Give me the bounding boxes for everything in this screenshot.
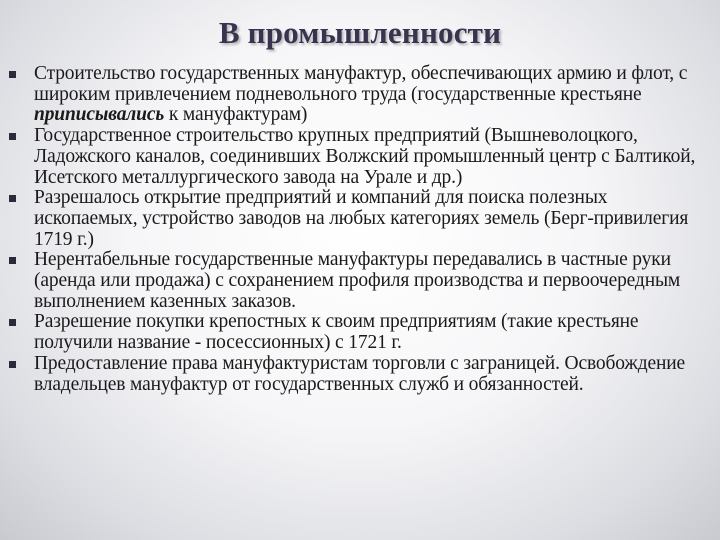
emphasized-word: приписывались [34, 104, 165, 126]
bullet-text-part: к мануфактурам) [164, 104, 308, 126]
bullet-text: Разрешение покупки крепостных к своим предприятиям (такие крестьяне получили название - посессионных) с 1721 г. [34, 311, 639, 354]
bullet-text: Нерентабельные государственные мануфактуры передавались в частные руки (аренда или продажа) с сохранением профиля производства и первоочередным выполнением казенных заказов. [34, 249, 681, 312]
bullet-text: Государственное строительство крупных предприятий (Вышневолоцкого, Ладожского каналов, соединивших Волжский промышленный центр с Балтикой, Исетского металлургического завода на Урале и др.) [34, 125, 696, 188]
square-bullet-icon [9, 133, 16, 140]
bullet-text: Предоставление права мануфактуристам торговли с заграницей. Освобождение владельцев мануфактур от государственных служб и обязанностей. [34, 352, 686, 395]
slide-title: В промышленности [218, 15, 502, 50]
square-bullet-icon [9, 195, 16, 202]
bullet-text: Разрешалось открытие предприятий и компаний для поиска полезных ископаемых, устройство заводов на любых категориях земель (Берг-привилегия 1719 г.) [34, 187, 689, 250]
list-item [8, 64, 713, 126]
square-bullet-icon [9, 257, 16, 264]
list-item [8, 126, 713, 188]
list-item [8, 312, 713, 353]
list-item [8, 250, 713, 312]
bullet-list [8, 64, 713, 395]
square-bullet-icon [9, 319, 16, 326]
bullet-text-part: Строительство государственных мануфактур, обеспечивающих армию и флот, с широким привлечением подневольного труда (государственные крестьяне [34, 63, 688, 105]
bullet-text [34, 64, 713, 126]
list-item [8, 188, 713, 250]
list-item [8, 354, 713, 395]
square-bullet-icon [9, 71, 16, 78]
square-bullet-icon [9, 361, 16, 368]
